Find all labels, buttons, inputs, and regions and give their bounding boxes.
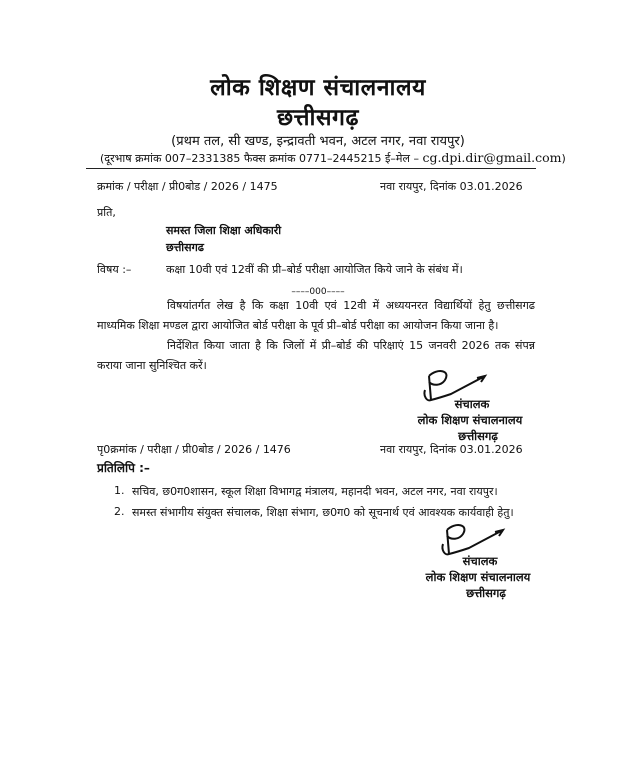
subject-text: कक्षा 10वी एवं 12वीं की प्री–बोर्ड परीक्षा आयोजित किये जाने के संबंध में। xyxy=(166,263,463,276)
body-paragraph-1: विषयांतर्गत लेख है कि कक्षा 10वी एवं 12वी में अध्ययनरत विद्यार्थियों हेतु छत्तीसगढ माध्यमिक शिक्षा मण्डल द्वारा आयोजित बोर्ड परीक्षा के पूर्व प्री–बोर्ड परीक्षा का आयोजन किया जाना है। xyxy=(97,299,535,332)
signatory-designation: संचालक xyxy=(454,397,490,411)
copy-signatory-state: छत्तीसगढ़ xyxy=(466,586,506,600)
org-name: लोक शिक्षण संचालनालय xyxy=(210,75,426,101)
office-address: (प्रथम तल, सी खण्ड, इन्द्रावती भवन, अटल नगर, नवा रायपुर) xyxy=(171,134,465,149)
reference-number: क्रमांक / परीक्षा / प्री0बोड / 2026 / 1475 xyxy=(97,180,278,193)
email-address: cg.dpi.dir@gmail.com xyxy=(422,150,562,165)
to-label: प्रति, xyxy=(97,206,116,219)
copy-item-number: 2. xyxy=(114,505,125,518)
copy-signatory-office: लोक शिक्षण संचालनालय xyxy=(425,570,531,584)
addressee-line-1: समस्त जिला शिक्षा अधिकारी xyxy=(166,224,282,237)
copy-item-number: 1. xyxy=(114,484,125,497)
place-date: नवा रायपुर, दिनांक 03.01.2026 xyxy=(380,180,523,193)
signatory-state: छत्तीसगढ़ xyxy=(458,429,498,443)
copy-signature-block xyxy=(408,553,548,601)
subject-label: विषय :– xyxy=(97,263,132,276)
signatory-office: लोक शिक्षण संचालनालय xyxy=(417,413,523,427)
copy-item-text: सचिव, छ0ग0शासन, स्कूल शिक्षा विभागद्व मंत्रालय, महानदी भवन, अटल नगर, नवा रायपुर। xyxy=(132,485,498,498)
header-divider xyxy=(86,168,536,169)
copy-reference-number: पृ0क्रमांक / परीक्षा / प्री0बोड / 2026 / 1476 xyxy=(97,443,291,456)
separator: ––––000–––– xyxy=(291,287,345,297)
copy-heading: प्रतिलिपि :– xyxy=(97,461,150,475)
body-paragraph-2: निर्देशित किया जाता है कि जिलों में प्री–बोर्ड की परिक्षाएं 15 जनवरी 2026 तक संपन्न कराया जाना सुनिश्चित करें। xyxy=(97,339,535,372)
copy-item-text: समस्त संभागीय संयुक्त संचालक, शिक्षा संभाग, छ0ग0 को सूचनार्थ एवं आवश्यक कार्यवाही हेतु। xyxy=(132,506,514,519)
copy-signatory-designation: संचालक xyxy=(462,554,498,568)
contact-prefix: (दूरभाष क्रमांक 007–2331385 फैक्स क्रमांक 0771–2445215 ई–मेल – xyxy=(100,152,423,165)
org-state: छत्तीसगढ़ xyxy=(277,105,359,131)
contact-line xyxy=(100,150,566,166)
signature-block xyxy=(400,396,540,444)
copy-place-date: नवा रायपुर, दिनांक 03.01.2026 xyxy=(380,443,523,456)
contact-suffix: ) xyxy=(561,152,566,165)
addressee-line-2: छत्तीसगढ xyxy=(166,241,204,254)
